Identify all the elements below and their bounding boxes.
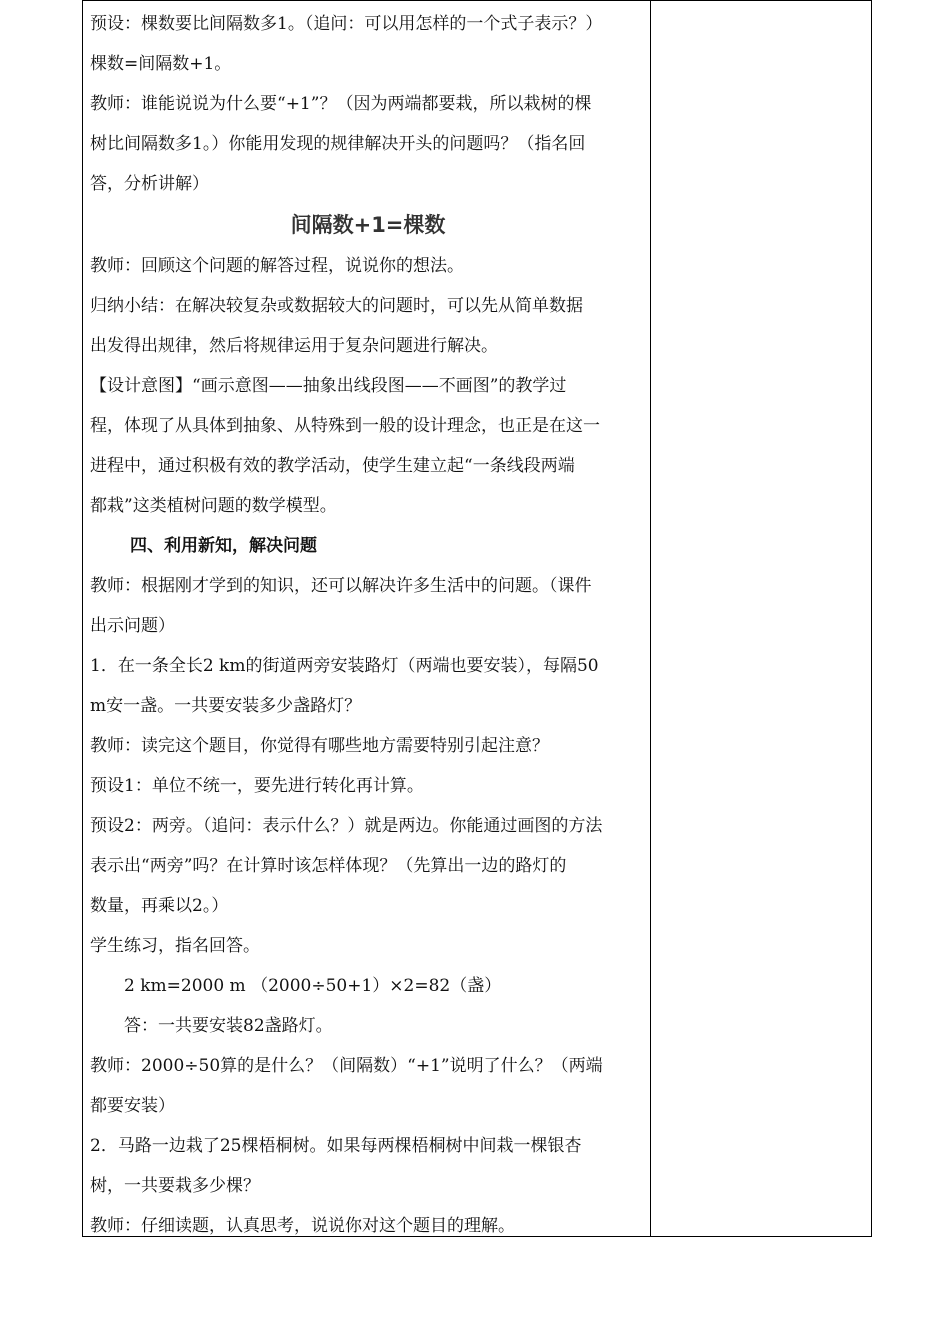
text-line: 教师：谁能说说为什么要“+1”？（因为两端都要栽，所以栽树的棵: [90, 94, 592, 114]
text-line: 预设2：两旁。（追问：表示什么？）就是两边。你能通过画图的方法: [90, 816, 603, 836]
text-line: 教师：根据刚才学到的知识，还可以解决许多生活中的问题。（课件: [90, 576, 592, 596]
section-heading: 四、利用新知，解决问题: [130, 536, 317, 556]
lesson-content: [90, 4, 646, 1246]
text-line: 答，分析讲解）: [90, 174, 209, 194]
text-line: 教师：回顾这个问题的解答过程，说说你的想法。: [90, 256, 464, 276]
text-line: 进程中，通过积极有效的教学活动，使学生建立起“一条线段两端: [90, 456, 575, 476]
text-line: 都要安装）: [90, 1096, 175, 1116]
text-line: 教师：读完这个题目，你觉得有哪些地方需要特别引起注意？: [90, 736, 549, 756]
answer-line: 答：一共要安装82盏路灯。: [124, 1016, 333, 1036]
text-line: 预设1：单位不统一，要先进行转化再计算。: [90, 776, 424, 796]
text-line: 学生练习，指名回答。: [90, 936, 260, 956]
text-line: 归纳小结：在解决较复杂或数据较大的问题时，可以先从简单数据: [90, 296, 583, 316]
text-line: 都栽”这类植树问题的数学模型。: [90, 496, 337, 516]
calculation-line: 2 km=2000 m （2000÷50+1）×2=82（盏）: [124, 976, 502, 996]
text-line: 出发得出规律，然后将规律运用于复杂问题进行解决。: [90, 336, 498, 356]
text-line: 2．马路一边栽了25棵梧桐树。如果每两棵梧桐树中间栽一棵银杏: [90, 1136, 582, 1156]
text-line: 表示出“两旁”吗？在计算时该怎样体现？（先算出一边的路灯的: [90, 856, 567, 876]
text-line: 树比间隔数多1。）你能用发现的规律解决开头的问题吗？（指名回: [90, 134, 586, 154]
text-line: 数量，再乘以2。）: [90, 896, 229, 916]
text-line: 程，体现了从具体到抽象、从特殊到一般的设计理念，也正是在这一: [90, 416, 600, 436]
text-line: 预设：棵数要比间隔数多1。（追问：可以用怎样的一个式子表示？）: [90, 14, 603, 34]
text-line: 教师：仔细读题，认真思考，说说你对这个题目的理解。: [90, 1216, 515, 1236]
column-divider: [650, 0, 651, 1237]
text-line: 树，一共要栽多少棵？: [90, 1176, 260, 1196]
text-line: 1．在一条全长2 km的街道两旁安装路灯（两端也要安装），每隔50: [90, 656, 599, 676]
text-line: 【设计意图】“画示意图——抽象出线段图——不画图”的教学过: [90, 376, 567, 396]
text-line: 教师：2000÷50算的是什么？（间隔数）“+1”说明了什么？（两端: [90, 1056, 603, 1076]
text-line: m安一盏。一共要安装多少盏路灯？: [90, 696, 362, 716]
formula-image: 间隔数+1=棵数: [290, 213, 446, 237]
text-line: 棵数=间隔数+1。: [90, 54, 232, 74]
text-line: 出示问题）: [90, 616, 175, 636]
